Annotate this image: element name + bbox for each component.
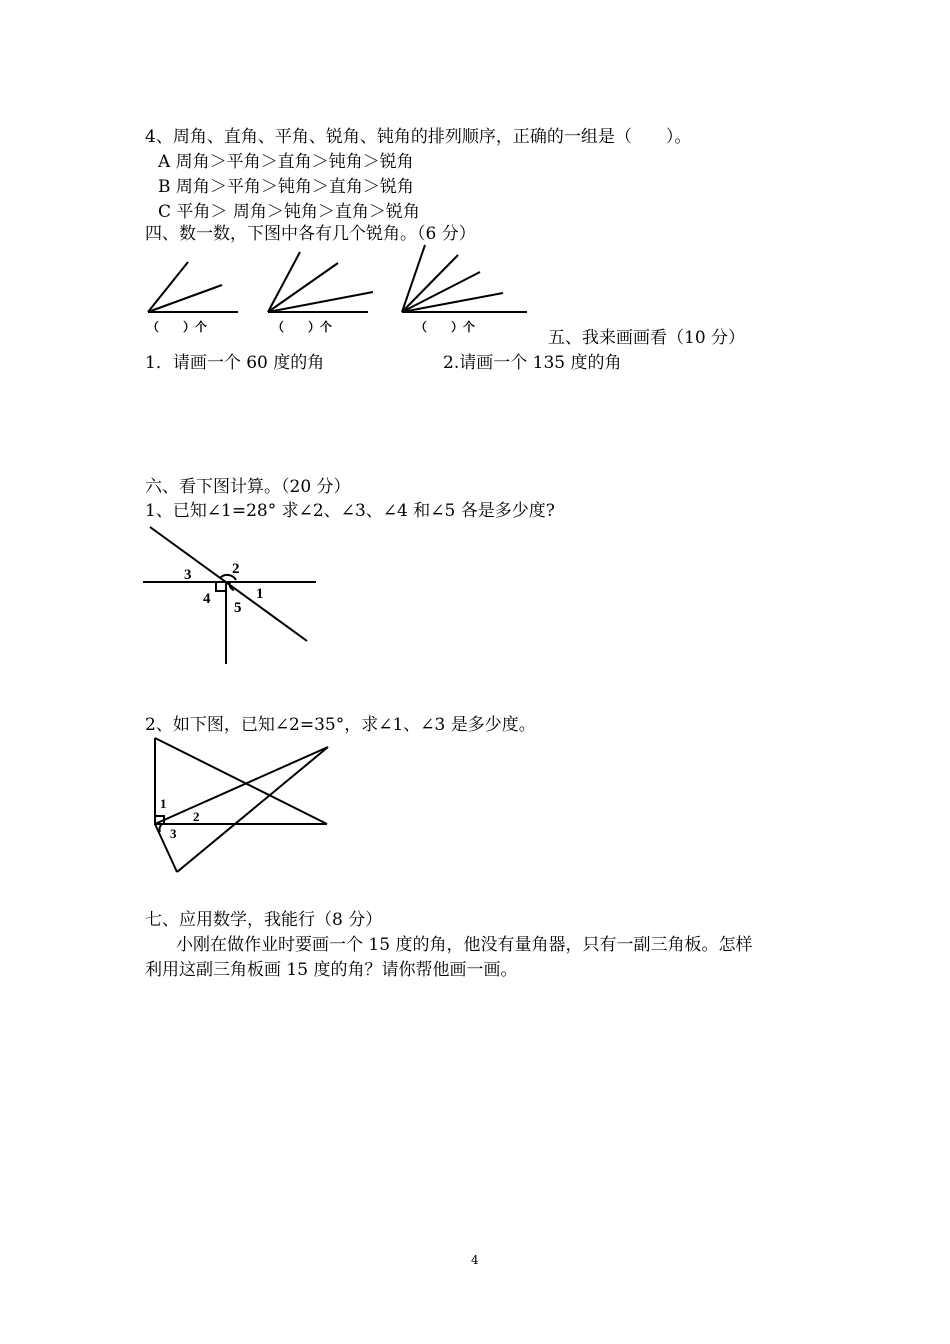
section6-q1: 1、已知∠1=28° 求∠2、∠3、∠4 和∠5 各是多少度? bbox=[145, 501, 555, 521]
section7-paragraph-line2: 利用这副三角板画 15 度的角？请你帮他画一画。 bbox=[145, 960, 518, 980]
angle-label-2: 2 bbox=[232, 561, 240, 577]
section6-title: 六、看下图计算。（20 分） bbox=[145, 477, 351, 497]
angle-label-3b: 3 bbox=[170, 826, 177, 841]
q4-stem: 4、周角、直角、平角、锐角、钝角的排列顺序，正确的一组是（ ）。 bbox=[145, 127, 692, 147]
angle-label-1: 1 bbox=[256, 586, 264, 602]
section5-task2: 2.请画一个 135 度的角 bbox=[443, 353, 622, 373]
section7-title: 七、应用数学，我能行（8 分） bbox=[145, 910, 383, 930]
blank-count-3: （ ）个 bbox=[415, 320, 476, 334]
q4-option-c: C 平角＞ 周角＞钝角＞直角＞锐角 bbox=[158, 202, 420, 222]
blank-count-2: （ ）个 bbox=[272, 320, 333, 334]
angle-label-1b: 1 bbox=[160, 796, 167, 811]
section7-paragraph-line1: 小刚在做作业时要画一个 15 度的角，他没有量角器，只有一副三角板。怎样 bbox=[176, 935, 753, 955]
angle-label-2b: 2 bbox=[193, 809, 200, 824]
q4-option-a: A 周角＞平角＞直角＞钝角＞锐角 bbox=[158, 152, 414, 172]
angle-label-3: 3 bbox=[184, 567, 192, 583]
page-number: 4 bbox=[471, 1253, 479, 1267]
angle-label-5: 5 bbox=[234, 600, 242, 616]
angle-arc-2 bbox=[159, 824, 162, 832]
angle-label-4: 4 bbox=[203, 591, 211, 607]
section5-task1: 1．请画一个 60 度的角 bbox=[145, 353, 325, 373]
q4-option-b: B 周角＞平角＞钝角＞直角＞锐角 bbox=[158, 177, 414, 197]
section6-q2: 2、如下图，已知∠2=35°，求∠1、∠3 是多少度。 bbox=[145, 715, 536, 735]
blank-count-1: （ ）个 bbox=[147, 320, 208, 334]
section4-title: 四、数一数，下图中各有几个锐角。（6 分） bbox=[145, 224, 476, 244]
section5-title: 五、我来画画看（10 分） bbox=[548, 328, 746, 348]
